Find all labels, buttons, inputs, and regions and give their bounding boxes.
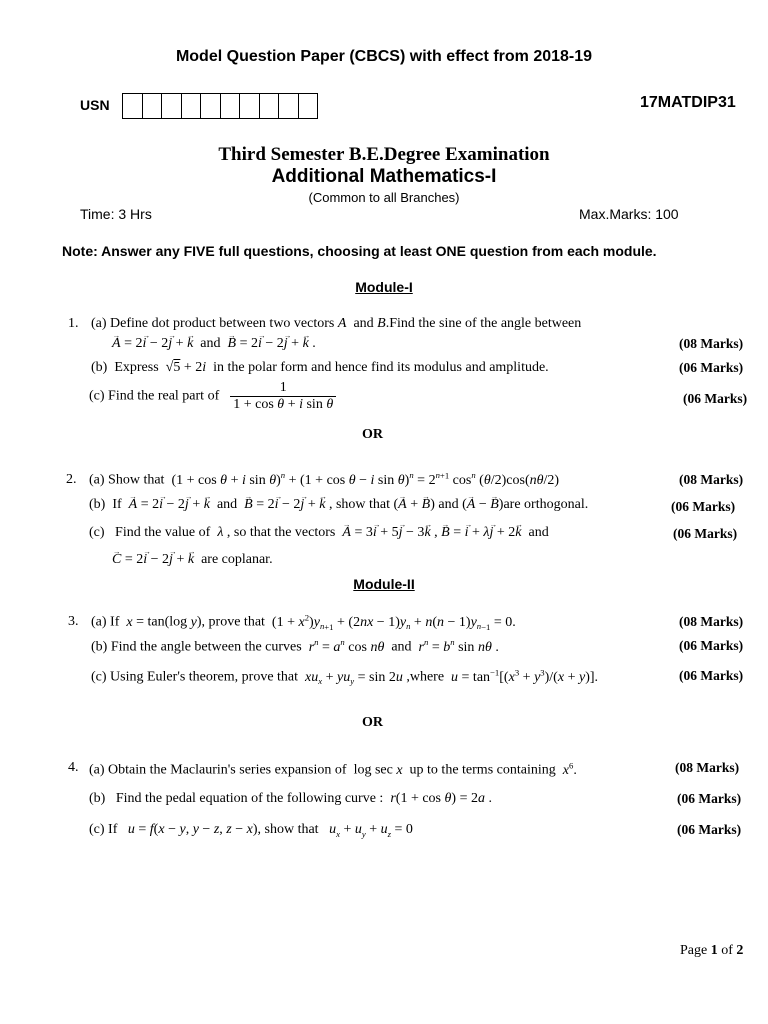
module-heading: Module-I (355, 279, 413, 295)
question-text: Using Euler's theorem, prove that (110, 669, 299, 685)
question-text: If (112, 497, 122, 512)
max-marks-label: Max.Marks: 100 (579, 206, 679, 222)
question-text: Define dot product between two vectors (110, 316, 335, 331)
question-text: and (528, 525, 549, 540)
page-indicator (680, 943, 743, 959)
question-text: If (108, 822, 118, 837)
math-expression: $r^n = a^n$ cos nθ (308, 637, 385, 655)
exam-title: Third Semester B.E.Degree Examination (218, 144, 550, 165)
usn-box[interactable] (221, 94, 241, 118)
math-expression: √5 + 2i (165, 360, 207, 375)
question-text: Find the pedal equation of the following curve : (115, 791, 384, 806)
marks-label: (06 Marks) (677, 822, 742, 837)
part-label: (b) (91, 360, 108, 375)
usn-box[interactable] (123, 94, 143, 118)
math-fraction: $\frac{1}{\text{1 + cos θ + i sin θ}}$ (230, 380, 336, 413)
marks-label: (06 Marks) (673, 526, 738, 541)
question-2c-line2 (112, 552, 273, 568)
question-4a (89, 760, 577, 779)
question-3b (91, 637, 499, 656)
question-3c (91, 667, 598, 686)
module-heading: Module-II (353, 576, 415, 592)
math-expression: r(1 + cos θ) = 2a . (390, 791, 492, 806)
math-expression: (→ A + → B) (394, 497, 435, 512)
math-expression: $xu_x + yu_y = \sin 2u$ (305, 669, 403, 687)
question-1b (91, 360, 549, 376)
usn-box[interactable] (240, 94, 260, 118)
question-text: If (110, 614, 120, 630)
question-text: and (353, 316, 374, 331)
math-expression: $u = \tan^{-1}[(x^3 + y^3)/(x + y)]$. (451, 667, 599, 685)
marks-label: (06 Marks) (679, 638, 744, 653)
time-label: Time: 3 Hrs (80, 206, 152, 222)
math-expression: → A = 3→ i + 5→ j − 3→ k , → B = → i + λ→ j + 2→ k (342, 525, 521, 540)
question-number: 1. (68, 316, 79, 331)
question-1a-line1: (a) Define dot product between two vectors A and B.Find the sine of the angle between (91, 316, 582, 331)
question-text: , show that (328, 497, 390, 512)
math-expression: → A = 2→ i − 2→ j + → k and → B = 2→ i − 2→ j + → k . (112, 336, 316, 352)
question-text: are orthogonal. (503, 497, 589, 512)
page-total: 2 (736, 943, 744, 958)
question-text: Show that (108, 472, 165, 488)
part-label: (c) (91, 669, 107, 685)
question-text: Find the real part of (108, 388, 220, 404)
part-label: (b) (91, 639, 108, 655)
common-note: (Common to all Branches) (308, 190, 460, 205)
course-code: 17MATDIP31 (640, 94, 736, 111)
question-2c (89, 525, 549, 541)
question-text: and (391, 639, 412, 655)
math-expression: → A = 2→ i − 2→ j + → k (129, 497, 210, 512)
question-text: Find the angle between the curves (110, 639, 302, 655)
page-prefix: Page (680, 943, 708, 958)
question-1c (89, 380, 336, 413)
part-label: (c) (89, 525, 105, 540)
math-expression: $u_x + u_y + u_z = 0$ (329, 822, 413, 839)
math-expression: log sec x (353, 762, 403, 778)
question-text: , so that the vectors (226, 525, 336, 540)
part-label: (c) (89, 388, 105, 404)
math-expression: A (337, 316, 347, 331)
question-text: in the polar form and hence find its modulus and amplitude. (213, 360, 549, 375)
question-text: , show that (257, 822, 319, 837)
question-text: are coplanar. (201, 552, 273, 567)
math-expression: x = tan(log y) (126, 614, 202, 630)
marks-label: (06 Marks) (683, 391, 748, 406)
question-4b (89, 791, 492, 807)
question-2b (89, 497, 588, 513)
math-expression: $x^6$. (562, 760, 577, 778)
marks-label: (06 Marks) (679, 668, 744, 683)
question-4c (89, 822, 413, 839)
question-number: 2. (66, 472, 77, 487)
question-text: up to the terms containing (409, 762, 556, 778)
marks-label: (06 Marks) (677, 791, 742, 806)
question-text: Express (114, 360, 159, 375)
paper-title: Model Question Paper (CBCS) with effect from 2018-19 (175, 48, 593, 65)
part-label: (b) (89, 497, 106, 512)
usn-box[interactable] (201, 94, 221, 118)
page-of: of (721, 943, 733, 958)
question-2a (89, 470, 559, 489)
part-label: (a) (89, 762, 105, 778)
math-expression: u = f(x − y, y − z, z − x) (127, 822, 258, 837)
instructions-note: Note: Answer any FIVE full questions, choosing at least ONE question from each module. (62, 243, 657, 259)
usn-input-boxes[interactable] (122, 93, 318, 119)
marks-label: (06 Marks) (671, 499, 736, 514)
part-label: (a) (91, 614, 107, 630)
usn-box[interactable] (279, 94, 299, 118)
usn-box[interactable] (182, 94, 202, 118)
math-expression: λ (217, 525, 224, 540)
question-text: , prove that (201, 614, 265, 630)
question-number: 4. (68, 760, 79, 775)
math-expression: (1 + cos θ + i sin θ)$^n$ + (1 + cos θ − i $\sin \theta)^n = 2^{n+1}$ $\cos^n (\theta/2)\cos(n\theta/2)$ (171, 470, 560, 488)
usn-label: USN (80, 97, 110, 113)
question-text: Find the sine of the angle between (389, 316, 582, 331)
question-text: Obtain the Maclaurin's series expansion of (108, 762, 347, 778)
question-text: and (438, 497, 459, 512)
page-number: 1 (710, 943, 718, 958)
part-label: (a) (91, 316, 107, 331)
marks-label: (08 Marks) (679, 614, 744, 629)
marks-label: (08 Marks) (679, 336, 744, 351)
math-expression: $(1 + x^2)y_{n+1} + (2nx - 1)y_n + n(n - 1)y_{n-1} = 0$. (271, 612, 516, 632)
math-expression: B (377, 316, 386, 331)
question-text: Find the value of (115, 525, 211, 540)
math-expression: $r^n = b^n$ sin nθ . (418, 637, 499, 655)
math-expression: → C = 2→ i − 2→ j + → k (112, 552, 194, 567)
marks-label: (08 Marks) (679, 472, 744, 487)
part-label: (c) (89, 822, 105, 837)
usn-box[interactable] (162, 94, 182, 118)
part-label: (b) (89, 791, 106, 806)
question-3a (91, 612, 516, 631)
question-number: 3. (68, 614, 79, 629)
marks-label: (08 Marks) (675, 760, 740, 775)
usn-box[interactable] (143, 94, 163, 118)
marks-label: (06 Marks) (679, 360, 744, 375)
usn-box[interactable] (260, 94, 280, 118)
subject-title: Additional Mathematics-I (271, 166, 497, 187)
math-expression: → B = 2→ i − 2→ j + → k (244, 497, 325, 512)
or-divider: OR (362, 427, 383, 442)
usn-box[interactable] (299, 94, 318, 118)
question-text: and (216, 497, 238, 512)
math-expression: (→ A − → B) (462, 497, 503, 512)
part-label: (a) (89, 472, 105, 488)
or-divider: OR (362, 715, 383, 730)
question-text: ,where (406, 669, 445, 685)
